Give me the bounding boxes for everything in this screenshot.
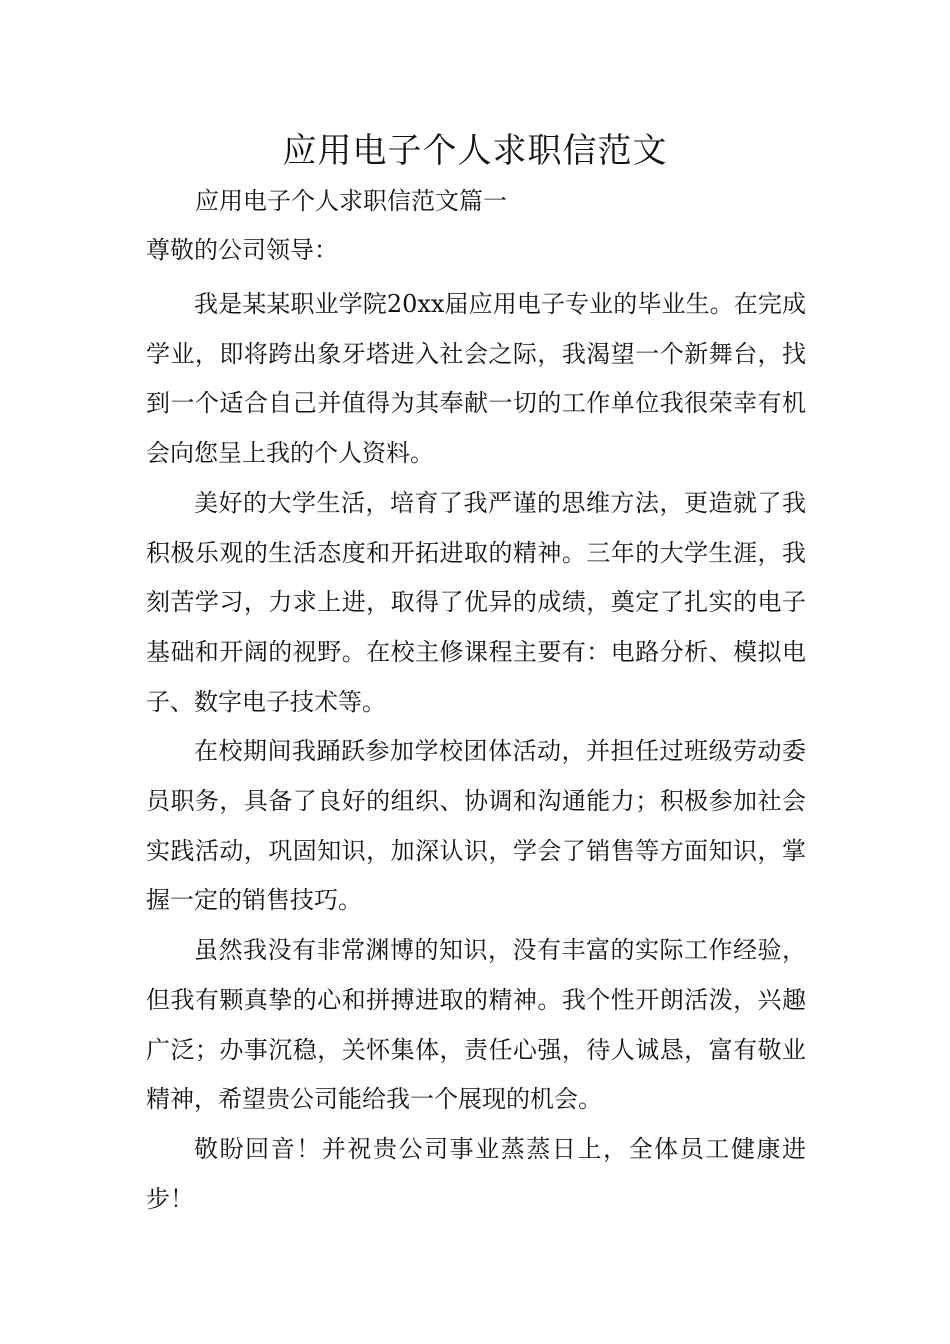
letter-body xyxy=(146,280,806,1224)
document-title: 应用电子个人求职信范文 xyxy=(282,131,668,171)
body-paragraph: 美好的大学生活，培育了我严谨的思维方法，更造就了我积极乐观的生活态度和开拓进取的精神。三年的大学生涯，我刻苦学习，力求上进，取得了优异的成绩，奠定了扎实的电子基础和开阔的视野。在校主修课程主要有：电路分析、模拟电子、数字电子技术等。 xyxy=(146,488,806,716)
letter-salutation: 尊敬的公司领导： xyxy=(146,236,338,264)
body-paragraph: 在校期间我踊跃参加学校团体活动，并担任过班级劳动委员职务，具备了良好的组织、协调和沟通能力；积极参加社会实践活动，巩固知识，加深认识，学会了销售等方面知识，掌握一定的销售技巧。 xyxy=(146,737,806,915)
closing-paragraph: 敬盼回音！并祝贵公司事业蒸蒸日上，全体员工健康进步！ xyxy=(146,1134,806,1213)
document-subtitle: 应用电子个人求职信范文篇一 xyxy=(195,187,507,215)
body-paragraph: 我是某某职业学院20xx届应用电子专业的毕业生。在完成学业，即将跨出象牙塔进入社会之际，我渴望一个新舞台，找到一个适合自己并值得为其奉献一切的工作单位我很荣幸有机会向您呈上我的个人资料。 xyxy=(146,290,806,468)
body-paragraph: 虽然我没有非常渊博的知识，没有丰富的实际工作经验，但我有颗真挚的心和拼搏进取的精神。我个性开朗活泼，兴趣广泛；办事沉稳，关怀集体，责任心强，待人诚恳，富有敬业精神，希望贵公司能给我一个展现的机会。 xyxy=(146,936,806,1114)
